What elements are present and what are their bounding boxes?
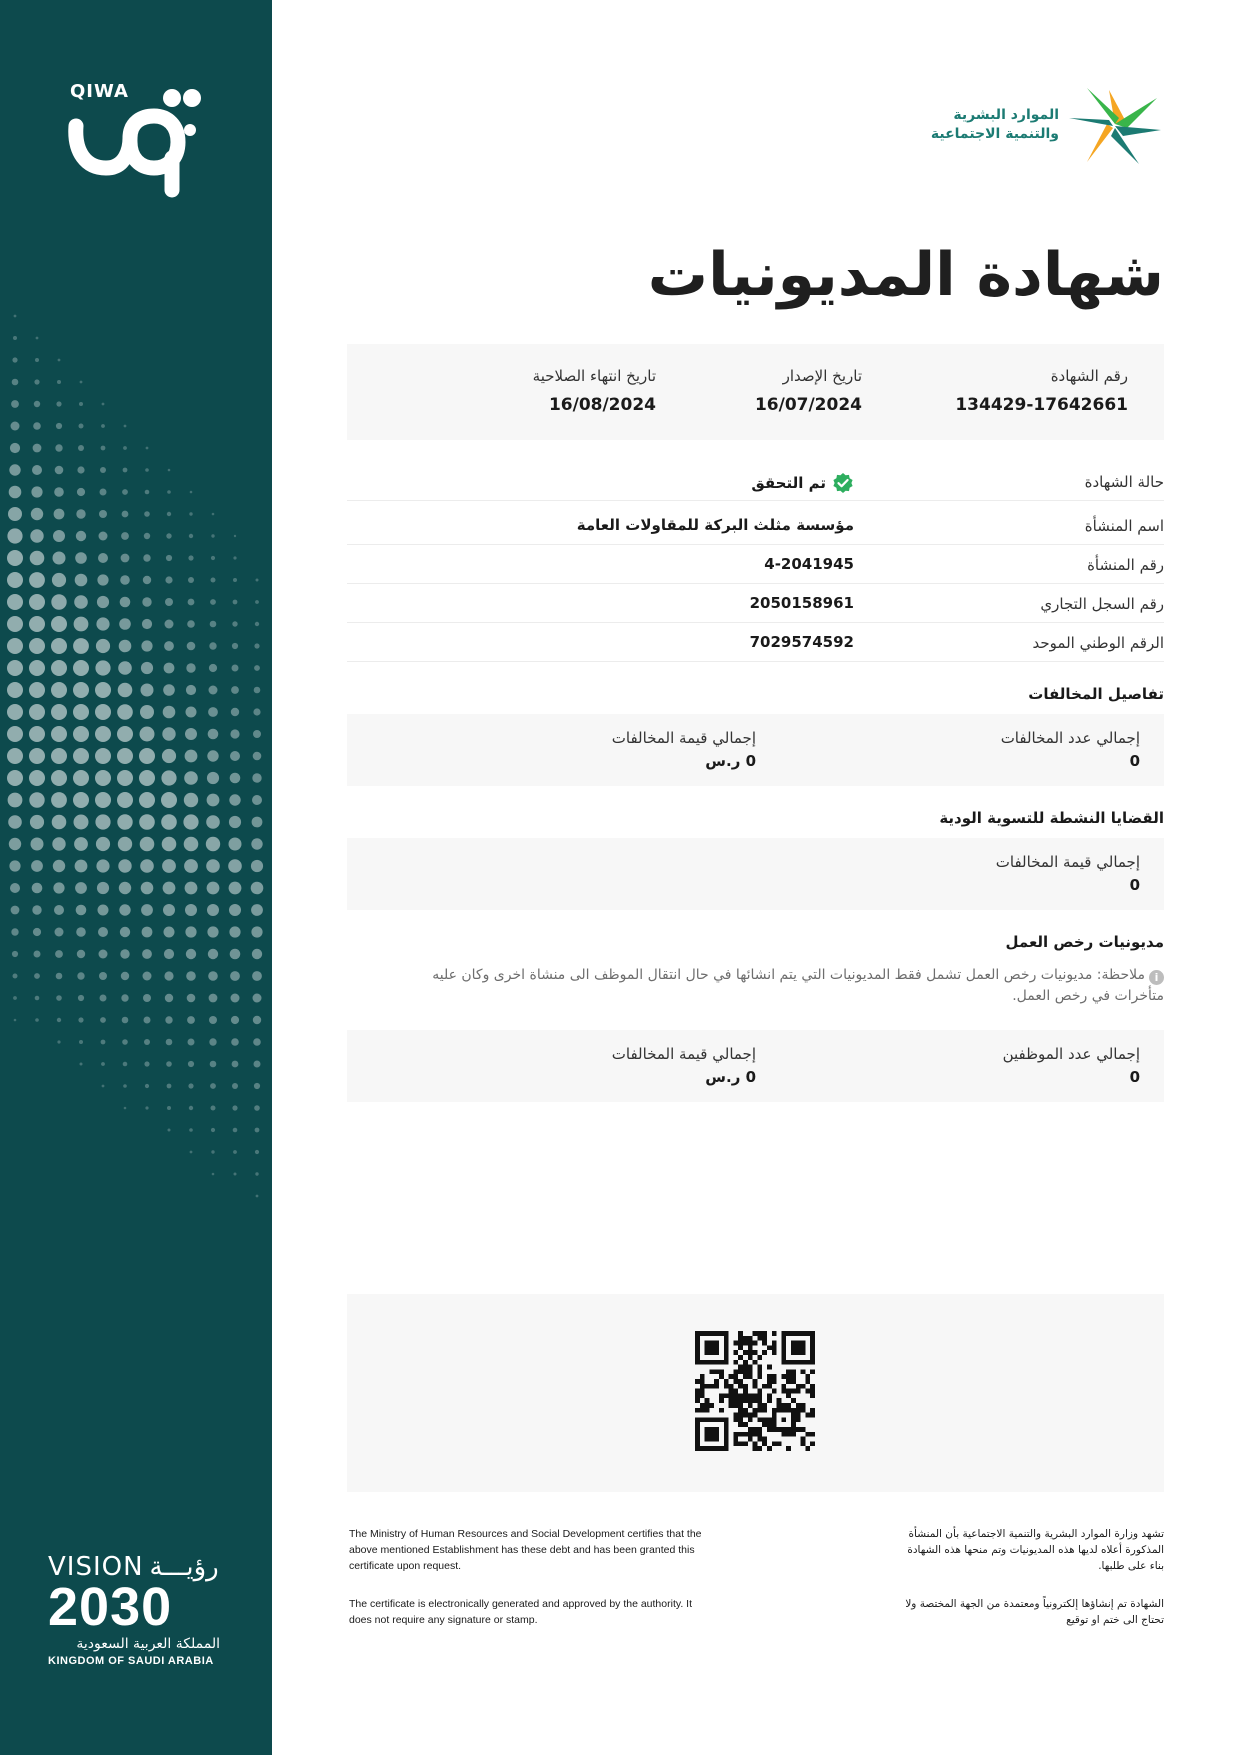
footer-electronic-note-en: The certificate is electronically generated and approved by the authority. It does not require any signature or stamp. [349, 1598, 692, 1626]
section-title-violations: تفاصيل المخالفات [1028, 685, 1164, 703]
amicable-amount: إجمالي قيمة المخالفات 0 [995, 853, 1140, 894]
violations-panel [347, 714, 1164, 786]
ministry-name-line1: الموارد البشرية [953, 107, 1059, 123]
violations-amount: إجمالي قيمة المخالفات 0 ر.س [611, 729, 756, 770]
employees-count: إجمالي عدد الموظفين 0 [1002, 1045, 1140, 1086]
section-title-work-permits: مديونيات رخص العمل [1005, 933, 1164, 951]
section-title-amicable-settlement: القضايا النشطة للتسوية الودية [939, 809, 1164, 827]
kingdom-name-en: KINGDOM OF SAUDI ARABIA [48, 1655, 214, 1667]
dot-pattern-decoration [0, 0, 272, 1755]
row-value: 4-2041945 [764, 555, 854, 573]
status-text: تم التحقق [751, 474, 826, 492]
row-label: رقم السجل التجاري [1040, 595, 1164, 613]
vision-word: VISION [48, 1552, 144, 1582]
footer-statement-ar: تشهد وزارة الموارد البشرية والتنمية الاجتماعية بأن المنشأة المذكورة أعلاه لديها هذه المديونيات وتم منحها هذه الشهادة بناء على طلبها. [907, 1528, 1164, 1572]
row-unified-national-number [347, 623, 1164, 662]
vision-2030-logo [48, 1552, 238, 1667]
status-badge [751, 472, 854, 494]
footer-statement-en: The Ministry of Human Resources and Social Development certifies that the above mentioned Establishment has these debt and has been granted this certificate upon request. [349, 1528, 702, 1572]
certificate-header-panel [347, 344, 1164, 440]
qiwa-wordmark: QIWA [70, 81, 129, 102]
ministry-name-line2: والتنمية الاجتماعية [930, 126, 1059, 142]
row-establishment-name [347, 506, 1164, 545]
footer-electronic-note-ar: الشهادة تم إنشاؤها إلكترونياً ومعتمدة من الجهة المختصة ولا تحتاج الى ختم او توقيع [905, 1598, 1164, 1626]
ministry-star-icon [1065, 84, 1165, 168]
violations-count: إجمالي عدد المخالفات 0 [1000, 729, 1140, 770]
row-label: رقم المنشأة [1087, 556, 1164, 574]
qr-code-icon[interactable] [695, 1331, 815, 1451]
row-label: الرقم الوطني الموحد [1032, 634, 1164, 652]
qiwa-emblem-icon [68, 82, 208, 202]
info-icon: i [1149, 970, 1164, 985]
work-permits-panel [347, 1030, 1164, 1102]
row-value: مؤسسة مثلث البركة للمقاولات العامة [576, 516, 854, 534]
vision-year: 2030 [48, 1577, 173, 1637]
qr-code-panel [347, 1294, 1164, 1492]
row-certificate-status [347, 462, 1164, 501]
work-permits-amount: إجمالي قيمة المخالفات 0 ر.س [611, 1045, 756, 1086]
note-text: ملاحظة: مديونيات رخص العمل تشمل فقط المديونيات التي يتم انشائها في حال انتقال الموظف الى منشاة اخرى وكان عليه متأخرات في رخص العمل. [432, 967, 1164, 1004]
issue-date: تاريخ الإصدار 16/07/2024 [754, 367, 862, 415]
check-badge-icon [832, 472, 854, 494]
row-commercial-register [347, 584, 1164, 623]
row-label: اسم المنشأة [1084, 517, 1164, 535]
page-title: شهادة المديونيات [647, 240, 1164, 310]
row-label: حالة الشهادة [1084, 473, 1164, 491]
row-value: 2050158961 [749, 594, 854, 612]
work-permits-note [384, 965, 1164, 1007]
kingdom-name-ar: المملكة العربية السعودية [76, 1636, 220, 1652]
vision-word-ar: رؤيـــة [149, 1552, 219, 1582]
row-establishment-number [347, 545, 1164, 584]
certificate-number: رقم الشهادة 134429-17642661 [955, 367, 1128, 415]
left-brand-band [0, 0, 272, 1755]
expiry-date: تاريخ انتهاء الصلاحية 16/08/2024 [532, 367, 656, 415]
row-value: 7029574592 [749, 633, 854, 651]
amicable-panel [347, 838, 1164, 910]
